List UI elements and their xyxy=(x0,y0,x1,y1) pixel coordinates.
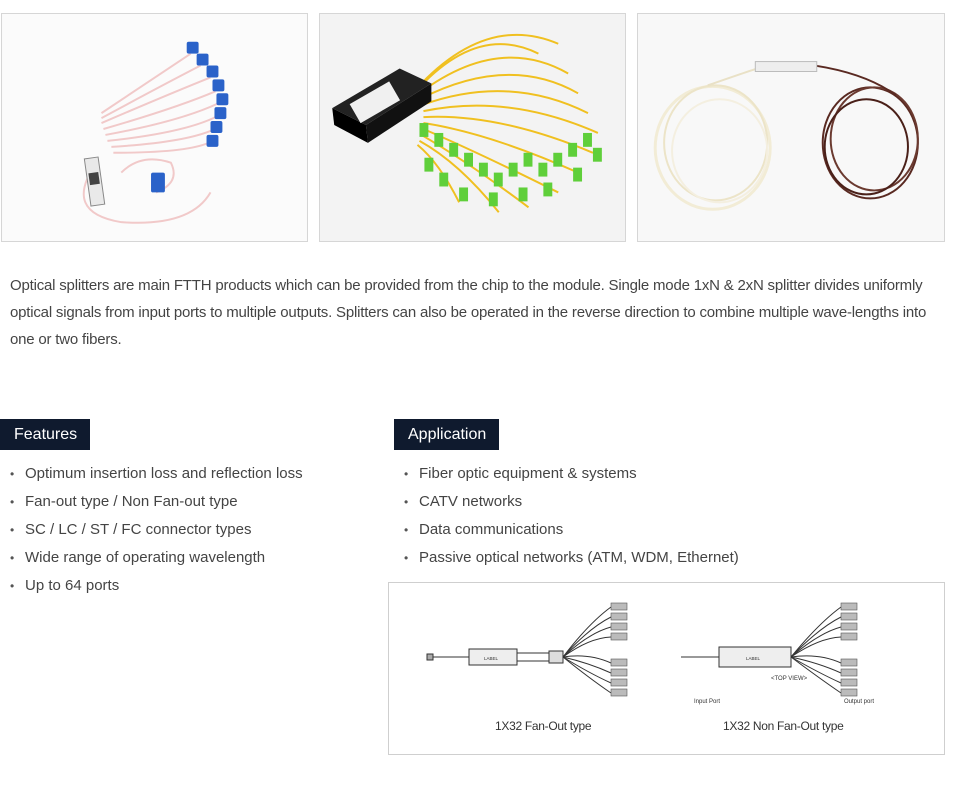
list-item: • Up to 64 ports xyxy=(10,572,303,600)
top-view-label: <TOP VIEW> xyxy=(771,676,808,682)
bullet-icon: • xyxy=(10,495,15,509)
list-item: • CATV networks xyxy=(404,488,739,516)
caption-fanout: 1X32 Fan-Out type xyxy=(495,719,592,733)
list-item: • Wide range of operating wavelength xyxy=(10,544,303,572)
output-port-label: Output port xyxy=(844,699,875,705)
list-item: • SC / LC / ST / FC connector types xyxy=(10,516,303,544)
list-item: • Fiber optic equipment & systems xyxy=(404,460,739,488)
diagram-label-2: LABEL xyxy=(746,656,761,661)
list-item: • Optimum insertion loss and reflection loss xyxy=(10,460,303,488)
list-item: • Passive optical networks (ATM, WDM, Ethernet) xyxy=(404,544,739,572)
bullet-icon: • xyxy=(404,467,409,481)
features-heading: Features xyxy=(0,419,90,450)
bullet-icon: • xyxy=(10,467,15,481)
splitter-diagram xyxy=(388,582,945,755)
features-list xyxy=(10,460,303,600)
bullet-icon: • xyxy=(10,523,15,537)
diagram-drawing xyxy=(389,583,946,756)
list-item: • Data communications xyxy=(404,516,739,544)
caption-non-fanout: 1X32 Non Fan-Out type xyxy=(723,719,844,733)
bullet-icon: • xyxy=(404,523,409,537)
intro-paragraph: Optical splitters are main FTTH products which can be provided from the chip to the module. Single mode 1xN & 2xN splitter divides uniformly optical signals from input ports to multiple outputs. Splitters can also be operated in the reverse direction to combine multiple wave-lengths into one or two fibers. xyxy=(10,277,927,348)
input-port-label: Input Port xyxy=(694,699,721,705)
bullet-icon: • xyxy=(404,551,409,565)
bullet-icon: • xyxy=(404,495,409,509)
photo-abs-module-splitter xyxy=(319,13,626,242)
application-heading: Application xyxy=(394,419,499,450)
photo-bare-fiber-splitter xyxy=(637,13,945,242)
photo-fanout-splitter xyxy=(1,13,308,242)
list-item: • Fan-out type / Non Fan-out type xyxy=(10,488,303,516)
bullet-icon: • xyxy=(10,579,15,593)
application-list xyxy=(404,460,739,572)
bullet-icon: • xyxy=(10,551,15,565)
diagram-label-1: LABEL xyxy=(484,656,499,661)
